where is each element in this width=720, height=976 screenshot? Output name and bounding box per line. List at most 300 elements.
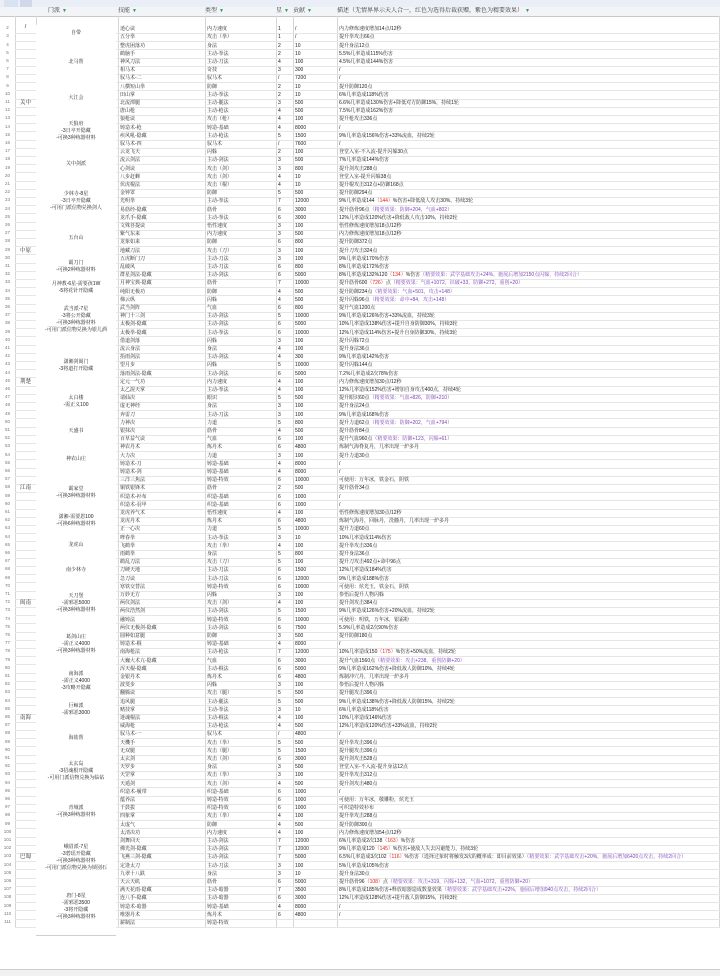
description-cell[interactable]: / — [339, 731, 341, 738]
type-cell[interactable]: 炼丹术 — [207, 444, 223, 451]
star-cell[interactable]: 6 — [278, 477, 281, 484]
type-cell[interactable]: 主动-棍法 — [207, 715, 229, 721]
star-cell[interactable]: 4 — [278, 182, 281, 188]
skill-cell[interactable]: 疾风吼-隐藏 — [120, 132, 147, 139]
row-number[interactable]: 6 — [6, 58, 9, 63]
row-number[interactable]: 37 — [4, 312, 10, 318]
star-cell[interactable]: 6 — [278, 264, 281, 270]
row-number[interactable]: 59 — [4, 492, 10, 498]
description-cell[interactable]: 7%几率造成144%伤害 — [339, 157, 390, 164]
row-number[interactable]: 13 — [4, 115, 10, 121]
skill-cell[interactable]: 飞燕三剑-隐藏 — [120, 854, 152, 861]
type-cell[interactable]: 筋骨 — [207, 428, 218, 434]
description-cell[interactable]: 12%几率造成128%伤害+提升敌人防御15%，持续3轮 — [339, 895, 458, 902]
skill-cell[interactable]: 奔雷刀 — [120, 411, 136, 418]
row-number[interactable]: 94 — [4, 779, 10, 785]
skill-cell[interactable]: 北流潭腿 — [120, 100, 141, 106]
description-cell[interactable]: 提升防御294点 — [339, 190, 373, 197]
star-cell[interactable]: 6 — [278, 674, 281, 680]
star-cell[interactable]: 4 — [278, 354, 281, 361]
star-cell[interactable]: 6 — [278, 272, 281, 279]
row-number[interactable]: 42 — [4, 353, 10, 359]
skill-cell[interactable]: 太极拳-隐藏 — [120, 329, 147, 336]
description-cell[interactable]: / — [339, 501, 341, 508]
column-header-contrib[interactable] — [293, 7, 333, 16]
row-number[interactable]: 76 — [4, 632, 10, 637]
skill-cell[interactable]: 佛光剑-隐藏 — [120, 846, 147, 853]
description-cell[interactable]: 10%几率造成146%伤害 — [339, 715, 392, 721]
contribution-cell[interactable]: 4800 — [295, 674, 307, 680]
contribution-cell[interactable]: 10000 — [295, 329, 309, 336]
star-cell[interactable]: 4 — [278, 428, 281, 434]
contribution-cell[interactable]: 8000 — [295, 903, 307, 910]
description-cell[interactable]: 5%几率造成105%伤害 — [339, 862, 390, 869]
type-cell[interactable]: 奇技 — [207, 67, 218, 74]
description-cell[interactable]: / — [339, 788, 341, 795]
contribution-cell[interactable]: 10 — [295, 870, 301, 877]
type-cell[interactable]: 主动-剑法 — [207, 313, 229, 320]
type-cell[interactable]: 主动-剑法 — [207, 272, 229, 279]
star-cell[interactable]: 7 — [278, 846, 281, 853]
contribution-cell[interactable]: 12000 — [295, 649, 309, 656]
row-number[interactable]: 35 — [4, 295, 10, 301]
description-cell[interactable]: 提升拳攻击66点 — [339, 34, 375, 41]
skill-cell[interactable]: 满天花雨-隐藏 — [120, 887, 152, 894]
star-cell[interactable]: 6 — [278, 518, 281, 525]
star-cell[interactable]: 4 — [278, 813, 281, 820]
row-number[interactable]: 43 — [4, 361, 10, 367]
description-cell[interactable]: / — [339, 75, 341, 82]
description-cell[interactable]: 可使用：万年冰，铁金石，阴铁 — [339, 477, 410, 484]
row-number[interactable]: 38 — [4, 320, 10, 326]
skill-cell[interactable]: 无双腿 — [120, 747, 136, 754]
row-number[interactable]: 69 — [4, 574, 10, 580]
star-cell[interactable]: 2 — [278, 91, 281, 98]
description-cell[interactable]: 12%几率造成120%伤害+33%流血，持续2轮 — [339, 723, 438, 730]
skill-cell[interactable]: 铜铁银锋术 — [120, 485, 146, 492]
skill-cell[interactable]: 整虎困落功 — [120, 42, 146, 49]
row-number[interactable]: 34 — [4, 287, 10, 293]
star-cell[interactable]: 6 — [278, 665, 281, 672]
description-cell[interactable]: 提升闪躲144点 — [339, 362, 373, 369]
type-cell[interactable]: 攻击（剑） — [207, 756, 233, 762]
type-cell[interactable]: 主动-剑法 — [207, 321, 229, 328]
type-cell[interactable]: 主动-刀法 — [207, 567, 229, 574]
description-cell[interactable]: 提升气血960点（精要效果：防御+123，闪躲+61） — [339, 436, 453, 443]
sect-cell[interactable] — [36, 788, 116, 838]
star-cell[interactable]: 5 — [278, 608, 281, 615]
skill-cell[interactable]: 天云天矶 — [120, 879, 141, 885]
description-cell[interactable]: 7.5%几率造成162%伤害 — [339, 108, 394, 115]
contribution-cell[interactable]: 800 — [295, 239, 304, 246]
star-cell[interactable]: 6 — [278, 575, 281, 582]
skill-cell[interactable]: 正一心决 — [120, 526, 141, 533]
skill-cell[interactable]: 太虚气 — [120, 821, 136, 828]
description-cell[interactable]: 提升筋骨34点 — [339, 485, 370, 492]
row-number[interactable]: 60 — [4, 500, 10, 506]
row-number[interactable]: 109 — [3, 902, 12, 908]
row-number[interactable]: 73 — [4, 607, 10, 613]
type-cell[interactable]: 内力速度 — [207, 26, 228, 33]
row-number[interactable]: 67 — [4, 558, 10, 564]
type-cell[interactable]: 力道 — [207, 419, 218, 426]
skill-cell[interactable]: 织造术-衫布 — [120, 493, 147, 500]
star-cell[interactable]: 7 — [278, 280, 281, 287]
row-number[interactable]: 31 — [4, 263, 10, 268]
type-cell[interactable]: 驭马术 — [207, 731, 223, 738]
skill-cell[interactable]: 借道剑落 — [120, 337, 141, 344]
type-cell[interactable]: 炼丹术 — [207, 518, 223, 525]
star-cell[interactable]: 5 — [278, 739, 281, 746]
star-cell[interactable]: 6 — [278, 321, 281, 328]
sect-cell[interactable] — [36, 296, 116, 346]
type-cell[interactable]: 防御 — [207, 239, 218, 246]
row-number[interactable]: 75 — [4, 623, 10, 629]
star-cell[interactable]: 4 — [278, 296, 281, 303]
skill-cell[interactable]: 融铸法 — [120, 616, 136, 623]
star-cell[interactable]: 5 — [278, 551, 281, 557]
row-number[interactable]: 88 — [4, 730, 10, 736]
contribution-cell[interactable]: 1000 — [295, 493, 307, 500]
contribution-cell[interactable]: 7600 — [295, 141, 307, 147]
row-number[interactable]: 65 — [4, 541, 10, 547]
description-cell[interactable]: 提升剑攻击384点 — [339, 600, 378, 607]
contribution-cell[interactable]: 10 — [295, 50, 301, 57]
sect-cell[interactable] — [36, 878, 116, 936]
row-number[interactable]: 12 — [4, 107, 10, 113]
description-cell[interactable]: 9%几率造成120（145）%伤害+使敌人失去闪避能力，持续3轮 — [339, 846, 479, 853]
type-cell[interactable]: 主动-拳法 — [207, 50, 229, 57]
row-number[interactable]: 36 — [4, 304, 10, 309]
star-cell[interactable]: 3 — [278, 706, 281, 713]
type-cell[interactable]: 主动-剑法 — [207, 608, 229, 615]
row-number[interactable]: 64 — [4, 533, 10, 539]
skill-cell[interactable]: 万妙无方 — [120, 592, 141, 598]
contribution-cell[interactable]: 500 — [295, 739, 304, 746]
sect-cell[interactable] — [36, 222, 116, 256]
star-cell[interactable]: 6 — [278, 493, 281, 500]
skill-cell[interactable]: 三洋三焦法 — [120, 477, 146, 484]
row-number[interactable]: 107 — [3, 886, 12, 892]
description-cell[interactable]: 提升拳攻击312点 — [339, 772, 378, 779]
contribution-cell[interactable]: 100 — [295, 829, 304, 836]
contribution-cell[interactable]: 1000 — [295, 797, 307, 803]
skill-cell[interactable]: 驭马术-二 — [120, 75, 142, 82]
contribution-cell[interactable]: 7200 — [295, 75, 307, 82]
star-cell[interactable]: 3 — [278, 100, 281, 106]
region-label[interactable]: 中原 — [19, 247, 31, 254]
row-number[interactable]: 44 — [4, 369, 10, 375]
skill-cell[interactable]: 翻腾诀 — [120, 690, 136, 697]
skill-cell[interactable]: 织造术-羽甲 — [120, 501, 147, 508]
description-cell[interactable]: 9%几率造成156%伤害+33%流血，持续2轮 — [339, 132, 435, 139]
description-cell[interactable]: 炼制气海脊复丹，几率出现一炉多丹 — [339, 444, 420, 451]
description-cell[interactable]: 提升刀攻击492点+命中96点 — [339, 559, 401, 566]
row-number[interactable]: 81 — [4, 673, 10, 678]
row-number[interactable]: 28 — [4, 238, 10, 244]
contribution-cell[interactable]: 500 — [295, 395, 304, 402]
skill-cell[interactable]: 太极剑-隐藏 — [120, 321, 147, 328]
row-number[interactable]: 21 — [4, 181, 10, 186]
description-cell[interactable]: 提升力道62点（精要效果：防御+202，气血+794） — [339, 419, 453, 426]
sect-cell[interactable] — [36, 558, 116, 584]
skill-cell[interactable]: 唯器丹术 — [120, 911, 141, 918]
star-cell[interactable]: 1 — [278, 26, 281, 33]
contribution-cell[interactable]: 12000 — [295, 846, 309, 853]
skill-cell[interactable]: 铸造术-棍 — [120, 641, 142, 648]
description-cell[interactable]: / — [339, 469, 341, 475]
contribution-cell[interactable]: 8000 — [295, 124, 307, 131]
description-cell[interactable]: 提升剑攻击288点 — [339, 165, 378, 172]
contribution-cell[interactable]: 100 — [295, 542, 304, 549]
type-cell[interactable]: 炼丹术 — [207, 911, 223, 918]
column-header-skill[interactable] — [118, 7, 200, 16]
description-cell[interactable]: 10%几率造成138%伤害+提升自身防御30%，持续3轮 — [339, 321, 458, 328]
corner-cell[interactable] — [2, 7, 15, 16]
skill-cell[interactable]: 唐山枪 — [120, 108, 136, 115]
row-number[interactable]: 70 — [4, 582, 10, 588]
contribution-cell[interactable]: 1500 — [295, 132, 307, 139]
star-cell[interactable]: 6 — [278, 624, 281, 631]
description-cell[interactable]: 提升筋骨96点（精要效果：防御+204，气血+802） — [339, 206, 453, 213]
row-number[interactable]: 98 — [4, 812, 10, 818]
contribution-cell[interactable]: 800 — [295, 419, 304, 426]
type-cell[interactable]: 铸造-特效 — [207, 920, 229, 926]
type-cell[interactable]: 防御 — [207, 633, 218, 639]
sect-cell[interactable] — [36, 83, 116, 117]
column-header-desc[interactable] — [337, 7, 717, 16]
star-cell[interactable]: 6 — [278, 788, 281, 795]
skill-cell[interactable]: 神农丹术 — [120, 444, 141, 451]
filter-icon[interactable]: ▼ — [62, 8, 67, 14]
star-cell[interactable]: 3 — [278, 534, 281, 541]
row-number[interactable]: 16 — [4, 140, 10, 145]
type-cell[interactable]: 攻击（拳） — [207, 542, 233, 549]
description-cell[interactable]: 12%几率造成184%伤害 — [339, 567, 392, 574]
description-cell[interactable]: 提升剑攻击480点 — [339, 780, 378, 787]
contribution-cell[interactable]: 100 — [295, 59, 304, 65]
row-number[interactable]: 92 — [4, 763, 10, 769]
skill-cell[interactable]: 太玄剑 — [120, 756, 136, 762]
type-cell[interactable]: 主动-剑法 — [207, 854, 229, 861]
star-cell[interactable]: 4 — [278, 108, 281, 115]
sect-cell[interactable] — [36, 624, 116, 666]
description-cell[interactable]: 9%几率造成142%伤害 — [339, 354, 390, 361]
type-cell[interactable]: 攻击（拳） — [207, 813, 233, 820]
skill-cell[interactable]: 八横短山拳 — [120, 83, 146, 90]
sect-cell[interactable] — [36, 755, 116, 789]
row-number[interactable]: 80 — [4, 664, 10, 670]
contribution-cell[interactable]: 4800 — [295, 731, 307, 738]
description-cell[interactable]: 6%几率造成118%伤害 — [339, 706, 389, 713]
type-cell[interactable]: 筋骨 — [207, 206, 218, 213]
star-cell[interactable]: 3 — [278, 764, 281, 771]
description-cell[interactable]: 12%几率造成152%伤害+增加自身攻击400点，持续4轮 — [339, 387, 461, 393]
skill-cell[interactable]: 鹤脑手 — [120, 50, 136, 57]
description-cell[interactable]: 提升力道60点 — [339, 526, 370, 533]
star-cell[interactable]: 7 — [278, 854, 281, 861]
type-cell[interactable]: 主动-腿法 — [207, 100, 229, 106]
skill-cell[interactable]: 天罡掌 — [120, 772, 136, 779]
row-number[interactable]: 97 — [4, 804, 10, 810]
row-number[interactable]: 14 — [4, 123, 10, 129]
contribution-cell[interactable]: 3000 — [295, 895, 307, 902]
skill-cell[interactable]: 捂雨剑法 — [120, 354, 141, 361]
skill-cell[interactable]: 八步赶蝉 — [120, 173, 141, 180]
contribution-cell[interactable]: 500 — [295, 231, 304, 238]
contribution-cell[interactable]: 1000 — [295, 501, 307, 508]
contribution-cell[interactable]: 100 — [295, 411, 304, 418]
contribution-cell[interactable]: 500 — [295, 100, 304, 106]
type-cell[interactable]: 织造-基础 — [207, 493, 229, 500]
description-cell[interactable]: 5.5%几率造成115%伤害 — [339, 50, 393, 57]
region-label[interactable]: 巴蜀 — [19, 854, 31, 861]
sect-cell[interactable] — [36, 345, 116, 387]
row-number[interactable]: 95 — [4, 787, 10, 793]
description-cell[interactable]: / — [339, 911, 341, 918]
contribution-cell[interactable]: 5000 — [295, 272, 307, 279]
skill-cell[interactable]: 剑舞回天 — [120, 838, 141, 844]
type-cell[interactable]: 主动-枪法 — [207, 723, 229, 730]
description-cell[interactable]: 5.9%几率造成2次90%伤害 — [339, 624, 399, 631]
type-cell[interactable]: 身法 — [207, 42, 218, 49]
contribution-cell[interactable]: 1500 — [295, 747, 307, 754]
skill-cell[interactable]: 急刀诀 — [120, 575, 136, 582]
type-cell[interactable]: 主动-枪法 — [207, 108, 229, 115]
type-cell[interactable]: 力道 — [207, 526, 218, 533]
sect-cell[interactable] — [36, 25, 116, 42]
type-cell[interactable]: 铸造-特效 — [207, 797, 229, 803]
type-cell[interactable]: 眼识 — [207, 395, 218, 402]
contribution-cell[interactable]: 500 — [295, 288, 304, 295]
contribution-cell[interactable]: 100 — [295, 223, 304, 229]
star-cell[interactable]: 6 — [278, 444, 281, 451]
type-cell[interactable]: 主动-刀法 — [207, 411, 229, 418]
row-number[interactable]: 108 — [3, 894, 12, 900]
row-number[interactable]: 105 — [3, 869, 12, 875]
row-number[interactable]: 66 — [4, 550, 10, 555]
star-cell[interactable]: 6 — [278, 797, 281, 803]
row-number[interactable]: 22 — [4, 189, 10, 195]
description-cell[interactable]: 9%几率造成188%伤害 — [339, 575, 390, 582]
skill-cell[interactable]: 百草益气诀 — [120, 436, 146, 443]
skill-cell[interactable]: 五虎断门刀 — [120, 255, 146, 262]
contribution-cell[interactable]: 800 — [295, 551, 304, 557]
row-number[interactable]: 106 — [3, 878, 12, 883]
type-cell[interactable]: 攻击（腿） — [207, 690, 233, 697]
description-cell[interactable]: 提升身法36点 — [339, 346, 370, 352]
sect-cell[interactable] — [36, 509, 116, 535]
contribution-cell[interactable]: 300 — [295, 354, 304, 361]
contribution-cell[interactable]: / — [295, 34, 297, 41]
description-cell[interactable]: 12%几率造成114%伤害+提升自身防御30%，持续3轮 — [339, 329, 458, 336]
star-cell[interactable]: 4 — [278, 116, 281, 123]
skill-cell[interactable]: 圆种如意腿 — [120, 633, 146, 639]
contribution-cell[interactable]: 800 — [295, 264, 304, 270]
skill-cell[interactable]: 薪制法 — [120, 920, 136, 926]
description-cell[interactable]: / — [339, 460, 341, 467]
star-cell[interactable]: 4 — [278, 378, 281, 385]
row-number[interactable]: 84 — [4, 697, 10, 703]
row-number[interactable]: 55 — [4, 459, 10, 465]
contribution-cell[interactable]: 500 — [295, 690, 304, 697]
star-cell[interactable]: 5 — [278, 419, 281, 426]
star-cell[interactable]: 3 — [278, 592, 281, 598]
sect-cell[interactable] — [36, 148, 116, 182]
star-cell[interactable]: 3 — [278, 403, 281, 410]
sect-cell[interactable] — [36, 115, 116, 149]
row-number[interactable]: 83 — [4, 689, 10, 695]
row-number[interactable]: 86 — [4, 714, 10, 719]
type-cell[interactable]: 气血 — [207, 657, 218, 664]
type-cell[interactable]: 铸造-基础 — [207, 469, 229, 475]
contribution-cell[interactable]: 100 — [295, 116, 304, 123]
contribution-cell[interactable]: 3000 — [295, 206, 307, 213]
skill-cell[interactable]: 两仪无极剑-隐藏 — [120, 624, 157, 631]
row-number[interactable]: 40 — [4, 336, 10, 342]
skill-cell[interactable]: 流云身法 — [120, 346, 141, 352]
star-cell[interactable]: 6 — [278, 657, 281, 664]
description-cell[interactable]: 炼制气海丹，回脉丹，洗髓丹，几率出现一炉多丹 — [339, 518, 450, 525]
type-cell[interactable]: 主动-枪法 — [207, 649, 229, 656]
description-cell[interactable]: 提升拳攻击288点 — [339, 813, 378, 820]
description-cell[interactable]: 提升剑攻击528点 — [339, 756, 378, 762]
contribution-cell[interactable]: 8000 — [295, 641, 307, 648]
star-cell[interactable]: 5 — [278, 313, 281, 320]
type-cell[interactable]: 气血 — [207, 305, 218, 311]
type-cell[interactable]: 主动-拳法 — [207, 706, 229, 713]
row-number[interactable]: 110 — [3, 910, 12, 916]
filter-icon[interactable]: ▼ — [284, 8, 289, 14]
contribution-cell[interactable]: 500 — [295, 190, 304, 197]
row-number[interactable]: 103 — [3, 853, 12, 859]
contribution-cell[interactable]: 500 — [295, 428, 304, 434]
description-cell[interactable]: / — [339, 641, 341, 648]
row-number[interactable]: 20 — [4, 172, 10, 178]
star-cell[interactable]: 2 — [278, 485, 281, 492]
contribution-cell[interactable]: 100 — [295, 255, 304, 262]
type-cell[interactable]: 攻击（剑） — [207, 780, 233, 787]
row-number[interactable]: 63 — [4, 525, 10, 531]
description-cell[interactable]: 炼制冲穴丹，几率出现一炉多丹 — [339, 674, 410, 680]
skill-cell[interactable]: 千鼓拔 — [120, 805, 136, 812]
type-cell[interactable]: 驭马术 — [207, 75, 223, 82]
row-number[interactable]: 87 — [4, 722, 10, 728]
skill-cell[interactable]: 狼枪诀 — [120, 116, 136, 123]
contribution-cell[interactable]: 1000 — [295, 805, 307, 812]
star-cell[interactable]: 2 — [278, 50, 281, 57]
row-number[interactable]: 104 — [3, 861, 12, 867]
contribution-cell[interactable]: 1500 — [295, 608, 307, 615]
row-number[interactable]: 52 — [4, 435, 10, 441]
type-cell[interactable]: 铸造-特效 — [207, 477, 229, 484]
skill-cell[interactable]: 金钟罩 — [120, 190, 136, 197]
description-cell[interactable]: 提升防御120点 — [339, 83, 373, 90]
row-number[interactable]: 102 — [3, 845, 12, 851]
star-cell[interactable]: 3 — [278, 247, 281, 254]
type-cell[interactable]: 主动-剑法 — [207, 624, 229, 631]
star-cell[interactable]: 6 — [278, 879, 281, 885]
contribution-cell[interactable]: 100 — [295, 387, 304, 393]
skill-cell[interactable]: 太清决功 — [120, 829, 141, 836]
row-number[interactable]: 99 — [4, 820, 10, 826]
column-header-sect[interactable] — [48, 7, 110, 16]
skill-cell[interactable]: 织造术-履带 — [120, 788, 147, 795]
contribution-cell[interactable]: 500 — [295, 485, 304, 492]
contribution-cell[interactable]: 10 — [295, 173, 301, 180]
star-cell[interactable]: 4 — [278, 821, 281, 828]
sect-cell[interactable] — [36, 722, 116, 756]
